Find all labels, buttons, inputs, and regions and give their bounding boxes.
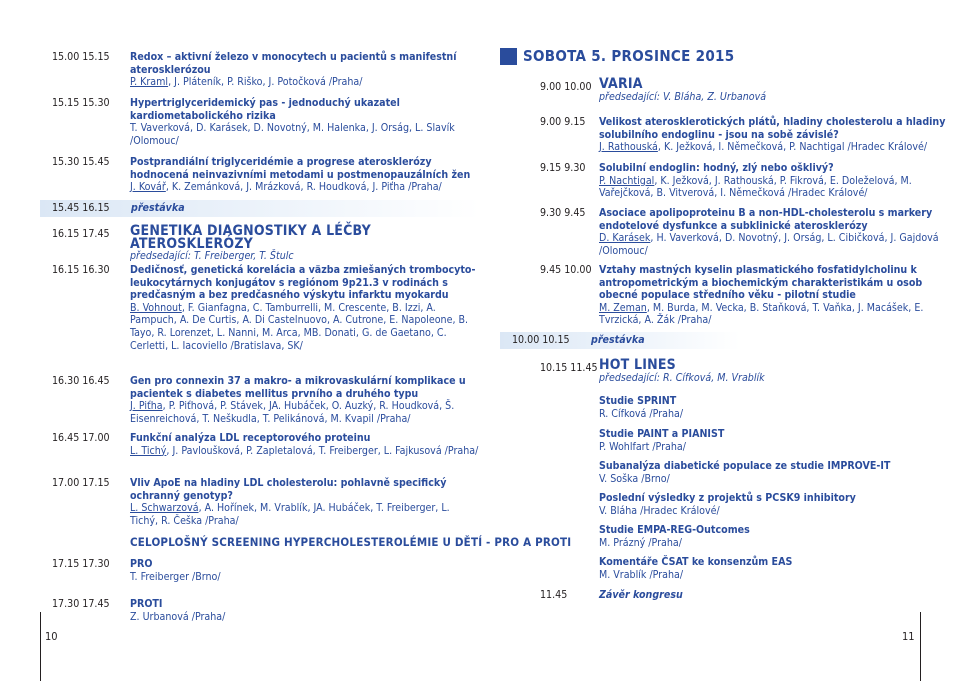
time-slot: 16.30 16.45 — [52, 375, 110, 387]
talk-title: PRO — [130, 558, 153, 570]
talk-body — [599, 395, 949, 420]
talk-title: Vliv ApoE na hladiny LDL cholesterolu: pohlavně specifický ochranný genotyp? — [130, 477, 447, 502]
section-body — [599, 359, 949, 384]
talk-body — [599, 524, 949, 549]
talk-title: Postprandiální triglyceridémie a progrese aterosklerózy hodnocená neinvazivními metodami u postmenopauzálních žen — [130, 156, 471, 181]
time-slot: 17.00 17.15 — [52, 477, 110, 489]
time-slot: 10.15 11.45 — [540, 362, 598, 374]
page-edge-line — [40, 612, 41, 681]
talk-title: Poslední výsledky z projektů s PCSK9 inhibitory — [599, 492, 856, 504]
talk-title: Velikost aterosklerotických plátů, hladiny cholesterolu a hladiny solubilního endoglinu - jsou na sobě závislé? — [599, 116, 946, 141]
talk-body — [130, 477, 480, 527]
talk-authors: J. Kovář, K. Zemánková, J. Mrázková, R. Houdková, J. Piťha /Praha/ — [130, 181, 442, 194]
talk-body — [130, 51, 480, 89]
section-title: HOT LINES — [599, 357, 676, 373]
talk-body — [130, 558, 480, 583]
talk-body — [130, 264, 480, 352]
section-title: VARIA — [599, 76, 643, 92]
section-body — [130, 535, 572, 549]
break-label: přestávka — [591, 334, 645, 346]
break-time: 10.00 10.15 — [512, 334, 570, 346]
break-bar — [500, 332, 740, 349]
talk-title: Solubilní endoglin: hodný, zlý nebo ošklivý? — [599, 162, 834, 174]
chair: předsedající: T. Freiberger, T. Štulc — [130, 250, 294, 263]
talk-authors: V. Bláha /Hradec Králové/ — [599, 504, 720, 517]
talk-title: Funkční analýza LDL receptorového proteinu — [130, 432, 371, 444]
day-marker — [500, 48, 517, 65]
talk-title: PROTI — [130, 598, 163, 610]
talk-authors: P. Wohlfart /Praha/ — [599, 440, 686, 453]
talk-title: Hypertriglyceridemický pas - jednoduchý ukazatel kardiometabolického rizika — [130, 97, 400, 122]
talk-body — [599, 162, 949, 200]
talk-authors: L. Schwarzová, A. Hořínek, M. Vrablík, JA. Hubáček, T. Freiberger, L. Tichý, R. Češka /Praha/ — [130, 502, 450, 527]
section-title: CELOPLOŠNÝ SCREENING HYPERCHOLESTEROLÉMIE U DĚTÍ - PRO A PROTI — [130, 535, 572, 549]
talk-authors: L. Tichý, J. Pavloušková, P. Zapletalová, T. Freiberger, L. Fajkusová /Praha/ — [130, 444, 479, 457]
chair: předsedající: R. Cífková, M. Vrablík — [599, 371, 765, 384]
talk-body — [130, 156, 480, 194]
time-slot: 9.00 10.00 — [540, 81, 592, 93]
talk-authors: P. Nachtigal, K. Ježková, J. Rathouská, P. Fikrová, E. Doleželová, M. Vařejčková, B. Vitverová, I. Němečková /Hradec Králové/ — [599, 174, 912, 200]
talk-title: Komentáře ČSAT ke konsenzům EAS — [599, 556, 793, 568]
talk-title: Asociace apolipoproteinu B a non-HDL-cholesterolu s markery endotelové dysfunkce a subklinické aterosklerózy — [599, 207, 933, 232]
talk-authors: P. Kraml, J. Pláteník, P. Riško, J. Potočková /Praha/ — [130, 76, 363, 89]
page-edge-line — [920, 612, 921, 681]
talk-authors: B. Vohnout, F. Gianfagna, C. Tamburrelli, M. Crescente, B. Izzi, A. Pampuch, A. De Curtis, A. Di Castelnuovo, A. Cutrone, E. Napoleone, B. Tayo, R. Lorenzet, L. Nanni, M. Arca, MB. Donati, G. de Gaetano, C. Cerletti, L. Iacoviello /Bratislava, SK/ — [130, 301, 469, 352]
time-slot: 9.15 9.30 — [540, 162, 586, 174]
talk-title: Dedičnosť, genetická korelácia a väzba zmiešaných trombocyto-leukocytárnych konjugátov s regiónom 9p21.3 v rodinách s predčasným a bez predčasného výskytu infarktu myokardu — [130, 264, 476, 302]
break-bar — [40, 200, 480, 217]
talk-body — [599, 207, 949, 257]
time-slot: 15.15 15.30 — [52, 97, 110, 109]
talk-body — [599, 492, 949, 517]
talk-body — [599, 460, 949, 485]
time-slot: 17.30 17.45 — [52, 598, 110, 610]
day-header — [500, 47, 734, 65]
time-slot: 11.45 — [540, 589, 568, 601]
talk-authors: T. Vaverková, D. Karásek, D. Novotný, M. Halenka, J. Orság, L. Slavík /Olomouc/ — [130, 122, 455, 147]
talk-authors: D. Karásek, H. Vaverková, D. Novotný, J. Orság, L. Cibičková, J. Gajdová /Olomouc/ — [599, 232, 939, 257]
time-slot: 16.45 17.00 — [52, 432, 110, 444]
time-slot: 17.15 17.30 — [52, 558, 110, 570]
talk-authors: M. Prázný /Praha/ — [599, 536, 682, 549]
talk-authors: J. Rathouská, K. Ježková, I. Němečková, P. Nachtigal /Hradec Králové/ — [599, 141, 928, 154]
time-slot: 16.15 16.30 — [52, 264, 110, 276]
talk-authors: T. Freiberger /Brno/ — [130, 570, 221, 583]
talk-body — [599, 264, 949, 327]
time-slot: 15.00 15.15 — [52, 51, 110, 63]
talk-body — [599, 589, 949, 602]
talk-title: Gen pro connexin 37 a makro- a mikrovaskulární komplikace u pacientek s diabetes mellitus prvního a druhého typu — [130, 375, 466, 400]
chair: předsedající: V. Bláha, Z. Urbanová — [599, 90, 767, 103]
time-slot: 9.45 10.00 — [540, 264, 592, 276]
talk-title: Studie PAINT a PIANIST — [599, 428, 725, 440]
talk-authors: Z. Urbanová /Praha/ — [130, 610, 226, 623]
time-slot: 9.00 9.15 — [540, 116, 586, 128]
talk-body — [599, 116, 949, 154]
break-label: přestávka — [131, 202, 185, 214]
break-time: 15.45 16.15 — [52, 202, 110, 214]
time-slot: 9.30 9.45 — [540, 207, 586, 219]
talk-title: Redox – aktivní železo v monocytech u pacientů s manifestní aterosklerózou — [130, 51, 457, 76]
talk-body — [130, 97, 480, 147]
page-number: 11 — [902, 630, 915, 643]
talk-body — [130, 598, 480, 623]
talk-authors: J. Piťha, P. Piťhová, P. Stávek, JA. Hubáček, O. Auzký, R. Houdková, Š. Eisenreichová, T. Neškudla, T. Pelikánová, M. Kvapil /Praha/ — [130, 400, 455, 425]
talk-authors: R. Cífková /Praha/ — [599, 407, 684, 420]
talk-body — [130, 375, 480, 425]
section-body — [599, 78, 949, 103]
talk-body — [130, 432, 480, 457]
talk-title: Studie SPRINT — [599, 395, 677, 407]
talk-authors: M. Zeman, M. Burda, M. Vecka, B. Staňková, T. Vaňka, J. Macášek, E. Tvrzická, A. Žák /Praha/ — [599, 301, 924, 327]
talk-title: Vztahy mastných kyselin plasmatického fosfatidylcholinu k antropometrickým a biochemickým charakteristikám u osob obecné populace středního věku - pilotní studie — [599, 264, 923, 302]
talk-authors: M. Vrablík /Praha/ — [599, 568, 684, 581]
time-slot: 16.15 17.45 — [52, 228, 110, 240]
talk-title: Studie EMPA-REG-Outcomes — [599, 524, 750, 536]
section-body — [130, 225, 480, 263]
talk-body — [599, 556, 949, 581]
right-page — [480, 0, 960, 681]
time-slot: 15.30 15.45 — [52, 156, 110, 168]
talk-authors: V. Soška /Brno/ — [599, 472, 670, 485]
closing-label: Závěr kongresu — [599, 589, 683, 601]
talk-title: Subanalýza diabetické populace ze studie IMPROVE-IT — [599, 460, 891, 472]
section-title: GENETIKA DIAGNOSTIKY A LÉČBY ATEROSKLERÓZY — [130, 223, 371, 252]
talk-body — [599, 428, 949, 453]
day-title: SOBOTA 5. PROSINCE 2015 — [523, 47, 735, 65]
page-number: 10 — [45, 630, 58, 643]
